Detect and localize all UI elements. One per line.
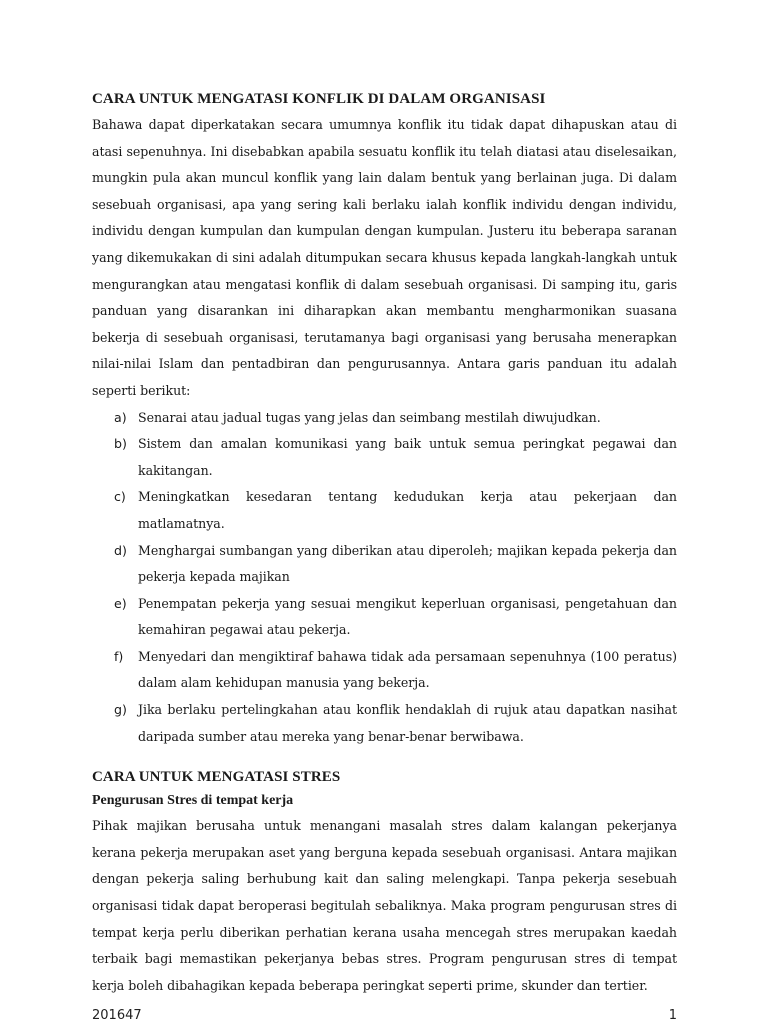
document-page xyxy=(92,90,677,999)
list-item-text: Penempatan pekerja yang sesuai mengikut keperluan organisasi, pengetahuan dan kemahiran pegawai atau pekerja. xyxy=(138,595,677,638)
list-marker: d) xyxy=(114,542,127,558)
list-marker: b) xyxy=(114,436,127,452)
konflik-intro-paragraph: Bahawa dapat diperkatakan secara umumnya konflik itu tidak dapat dihapuskan atau di atasi sepenuhnya. Ini disebabkan apabila sesuatu konflik itu telah diatasi atau diselesaikan, mungkin pula akan muncul konflik yang lain dalam bentuk yang berlainan juga. Di dalam sesebuah organisasi, apa yang sering kali berlaku ialah konflik individu dengan individu, individu dengan kumpulan dan kumpulan dengan kumpulan. Justeru itu beberapa saranan yang dikemukakan di sini adalah ditumpukan secara khusus kepada langkah-langkah untuk mengurangkan atau mengatasi konflik di dalam sesebuah organisasi. Di samping itu, garis panduan yang disarankan ini diharapkan akan membantu mengharmonikan suasana bekerja di sesebuah organisasi, terutamanya bagi organisasi yang berusaha menerapkan nilai-nilai Islam dan pentadbiran dan pengurusannya. Antara garis panduan itu adalah seperti berikut: xyxy=(92,117,677,398)
list-item xyxy=(92,591,677,644)
page-footer xyxy=(92,1008,677,1024)
section-heading-stres: CARA UNTUK MENGATASI STRES xyxy=(92,769,341,786)
list-item-text: Meningkatkan kesedaran tentang kedudukan kerja atau pekerjaan dan matlamatnya. xyxy=(138,489,677,531)
list-marker: f) xyxy=(114,648,124,664)
section-heading-konflik: CARA UNTUK MENGATASI KONFLIK DI DALAM ORGANISASI xyxy=(92,91,546,107)
subheading-pengurusan-stres: Pengurusan Stres di tempat kerja xyxy=(92,793,294,809)
list-item xyxy=(92,538,677,591)
page-number: 1 xyxy=(668,1008,677,1023)
list-item-text: Senarai atau jadual tugas yang jelas dan seimbang mestilah diwujudkan. xyxy=(138,409,601,425)
list-item-text: Menyedari dan mengiktiraf bahawa tidak ada persamaan sepenuhnya (100 peratus) dalam alam kehidupan manusia yang bekerja. xyxy=(138,648,677,691)
list-marker: g) xyxy=(114,702,127,718)
stres-section xyxy=(92,768,677,999)
list-item xyxy=(92,405,677,432)
stres-paragraph: Pihak majikan berusaha untuk menangani masalah stres dalam kalangan pekerjanya kerana pekerja merupakan aset yang berguna kepada sesebuah organisasi. Antara majikan dengan pekerja saling berhubung kait dan saling melengkapi. Tanpa pekerja sesebuah organisasi tidak dapat beroperasi begitulah sebaliknya. Maka program pengurusan stres di tempat kerja perlu diberikan perhatian kerana usaha mencegah stres merupakan kaedah terbaik bagi memastikan pekerjanya bebas stres. Program pengurusan stres di tempat kerja boleh dibahagikan kepada beberapa peringkat seperti prime, skunder dan tertier. xyxy=(92,818,677,993)
footer-doc-id: 201647 xyxy=(92,1008,142,1023)
list-item-text: Menghargai sumbangan yang diberikan atau diperoleh; majikan kepada pekerja dan pekerja kepada majikan xyxy=(138,542,677,585)
list-item xyxy=(92,431,677,484)
list-item-text: Sistem dan amalan komunikasi yang baik untuk semua peringkat pegawai dan kakitangan. xyxy=(138,436,677,478)
list-item xyxy=(92,484,677,537)
list-marker: c) xyxy=(114,489,126,505)
list-item xyxy=(92,644,677,697)
list-item-text: Jika berlaku pertelingkahan atau konflik hendaklah di rujuk atau dapatkan nasihat daripada sumber atau mereka yang benar-benar berwibawa. xyxy=(138,702,677,744)
list-marker: e) xyxy=(114,595,127,611)
guideline-list xyxy=(92,405,677,751)
konflik-section xyxy=(92,90,677,750)
list-marker: a) xyxy=(114,409,127,425)
list-item xyxy=(92,697,677,750)
